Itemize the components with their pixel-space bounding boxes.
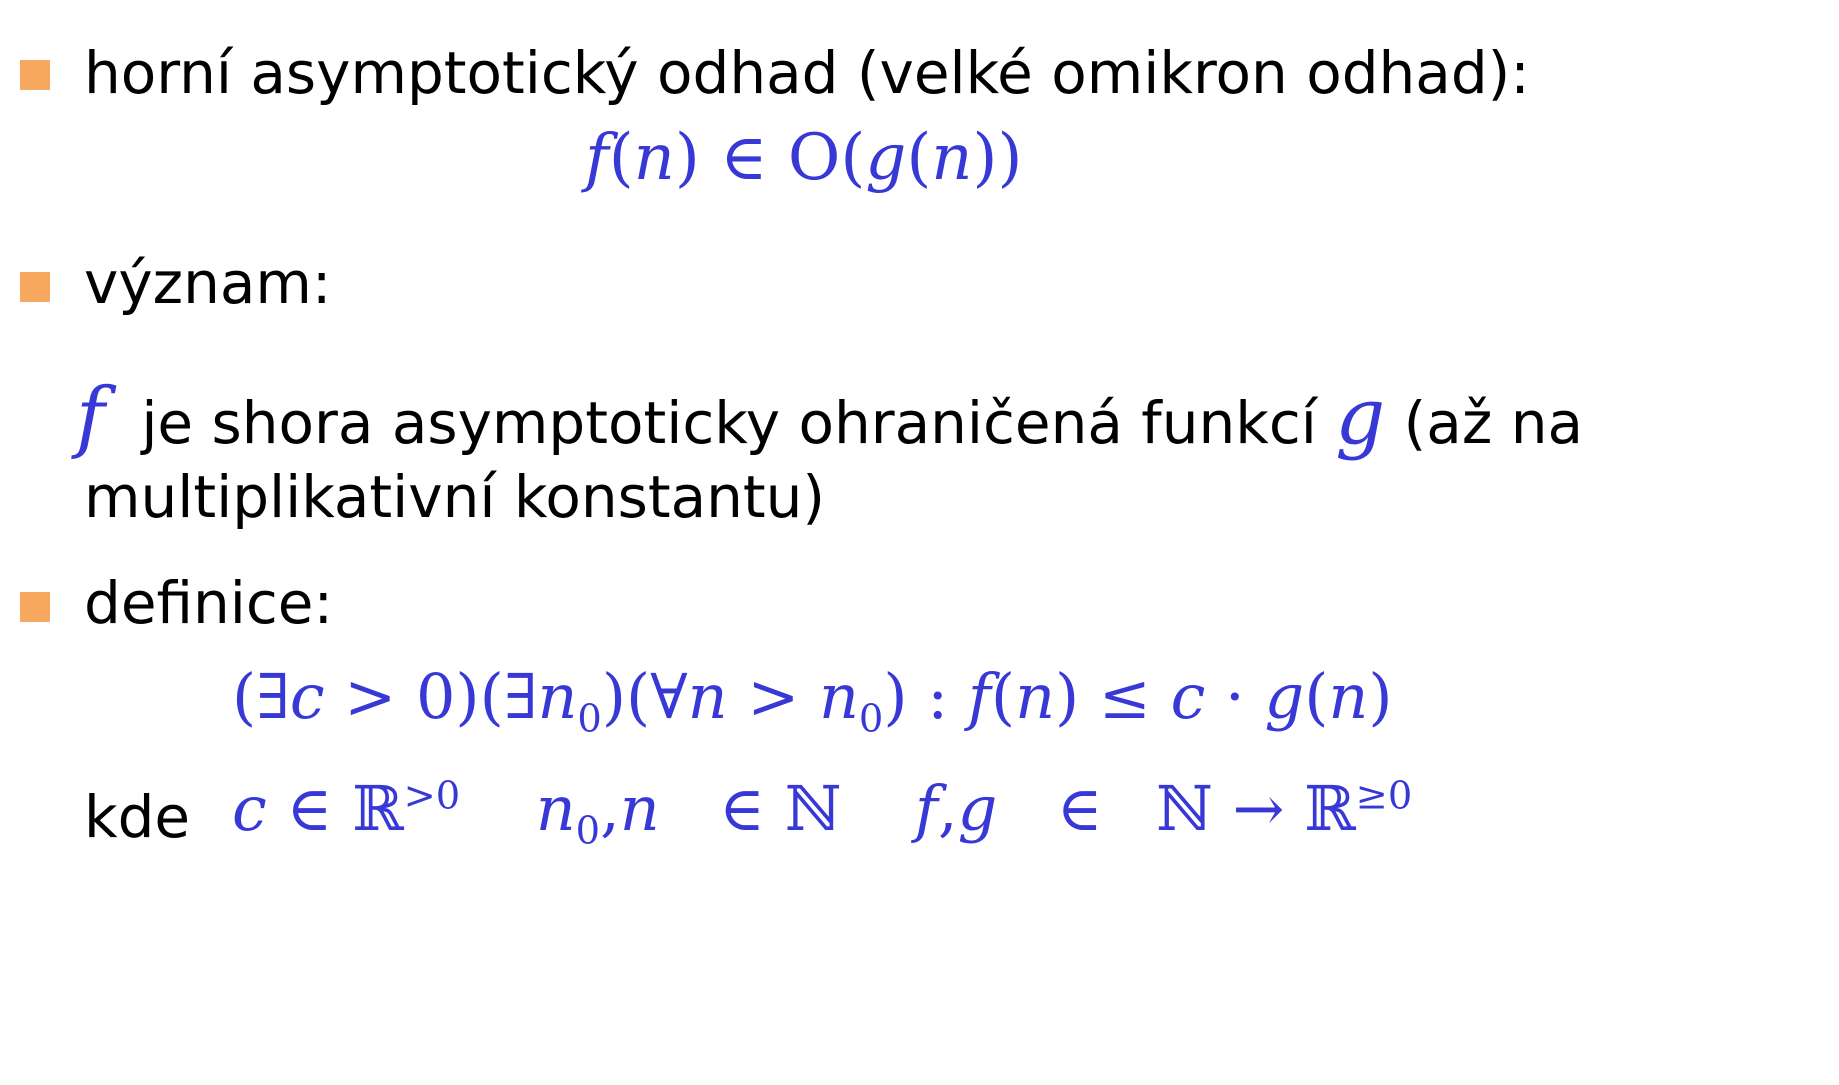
item-upper-bound-title: horní asymptotický odhad (velké omikron odhad): (84, 39, 1530, 107)
where-formula: c ∈ ℝ$^{>0}$ $n_0,n$ ∈ ℕ f,g ∈ ℕ → ℝ$^{\ge 0}$ (232, 772, 1413, 854)
formula-big-o: f(n) ∈ O(g(n)) (585, 121, 1023, 195)
math-f: f (76, 372, 105, 462)
bullet-marker (20, 60, 50, 90)
meaning-line-2: multiplikativní konstantu) (84, 463, 826, 531)
definition-formula: (∃c > $0)(\exists n_0)(\forall n > n_0)$ : f(n) ≤ c · g(n) (232, 660, 1393, 742)
bullet-marker (20, 592, 50, 622)
bullet-marker (20, 272, 50, 302)
item-definition-title: definice: (84, 569, 334, 637)
item-meaning-title: význam: (84, 249, 332, 317)
where-label: kde (84, 783, 191, 851)
math-g: g (1335, 372, 1386, 462)
meaning-line-1: f je shora asymptoticky ohraničená funkcí g (až na (76, 372, 1584, 462)
